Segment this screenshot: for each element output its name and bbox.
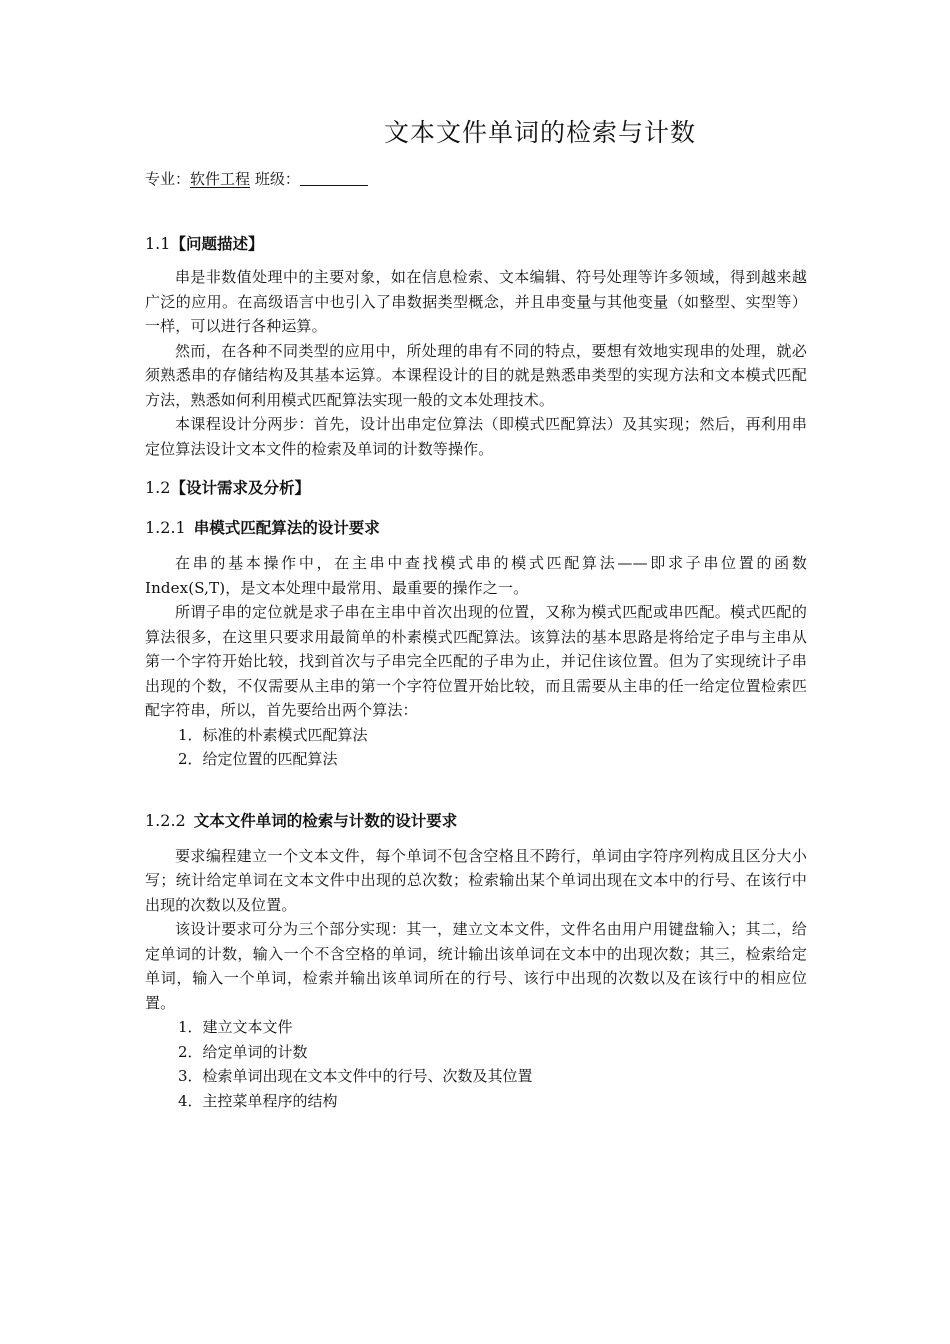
paragraph: 本课程设计分两步：首先，设计出串定位算法（即模式匹配算法）及其实现；然后，再利用串定位算法设计文本文件的检索及单词的计数等操作。 bbox=[145, 415, 807, 458]
subsection-title: 串模式匹配算法的设计要求 bbox=[193, 519, 380, 537]
paragraph: 该设计要求可分为三个部分实现：其一，建立文本文件，文件名由用户用键盘输入；其二，给定单词的计数，输入一个不含空格的单词，统计输出该单词在文本中的出现次数；其三，检索给定单词，输入一个单词，检索并输出该单词所在的行号、该行中出现的次数以及在该行中的相应位置。 bbox=[145, 920, 807, 1012]
list-item: 2．给定位置的匹配算法 bbox=[178, 750, 338, 768]
list-item: 2．给定单词的计数 bbox=[178, 1042, 308, 1061]
section-heading-1-1 bbox=[145, 231, 807, 257]
subsection-heading-1-2-2 bbox=[145, 808, 807, 834]
major-label: 专业： bbox=[145, 170, 191, 188]
section-heading-1-2 bbox=[145, 475, 807, 501]
section-title: 【问题描述】 bbox=[170, 235, 264, 253]
class-blank bbox=[300, 169, 368, 186]
subsection-number: 1.2.1 bbox=[145, 518, 186, 537]
subsection-heading-1-2-1 bbox=[145, 515, 807, 541]
list-item: 4．主控菜单程序的结构 bbox=[178, 1091, 338, 1110]
class-label: 班级： bbox=[254, 170, 300, 188]
major-value: 软件工程 bbox=[190, 170, 251, 188]
section-title: 【设计需求及分析】 bbox=[170, 479, 310, 497]
list-item: 1．建立文本文件 bbox=[178, 1018, 293, 1036]
section-number: 1.2 bbox=[145, 478, 171, 497]
subsection-title: 文本文件单词的检索与计数的设计要求 bbox=[193, 811, 458, 830]
paragraph: 串是非数值处理中的主要对象，如在信息检索、文本编辑、符号处理等许多领域，得到越来越广泛的应用。在高级语言中也引入了串数据类型概念，并且串变量与其他变量（如整型、实型等）一样，可以进行各种运算。 bbox=[145, 268, 807, 335]
paragraph: 所谓子串的定位就是求子串在主串中首次出现的位置，又称为模式匹配或串匹配。模式匹配的算法很多，在这里只要求用最简单的朴素模式匹配算法。该算法的基本思路是将给定子串与主串从第一个字符开始比较，找到首次与子串完全匹配的子串为止，并记住该位置。但为了实现统计子串出现的个数，不仅需要从主串的第一个字符位置开始比较，而且需要从主串的任一给定位置检索匹配字符串，所以，首先要给出两个算法： bbox=[145, 603, 807, 719]
document-title: 文本文件单词的检索与计数 bbox=[383, 118, 696, 147]
subsection-number: 1.2.2 bbox=[145, 810, 186, 830]
document-body bbox=[145, 231, 807, 1113]
section-number: 1.1 bbox=[145, 234, 171, 253]
list-item: 1．标准的朴素模式匹配算法 bbox=[178, 725, 368, 744]
list-item: 3．检索单词出现在文本文件中的行号、次数及其位置 bbox=[178, 1067, 533, 1085]
paragraph: 然而，在各种不同类型的应用中，所处理的串有不同的特点，要想有效地实现串的处理，就必须熟悉串的存储结构及其基本运算。本课程设计的目的就是熟悉串类型的实现方法和文本模式匹配方法，熟悉如何利用模式匹配算法实现一般的文本处理技术。 bbox=[145, 341, 807, 409]
meta-line bbox=[145, 168, 368, 190]
paragraph: 要求编程建立一个文本文件，每个单词不包含空格且不跨行，单词由字符序列构成且区分大小写；统计给定单词在文本文件中出现的总次数；检索输出某个单词出现在文本中的行号、在该行中出现的次数以及位置。 bbox=[145, 846, 807, 914]
paragraph: 在串的基本操作中，在主串中查找模式串的模式匹配算法——即求子串位置的函数Index(S,T)，是文本处理中最常用、最重要的操作之一。 bbox=[145, 554, 807, 597]
